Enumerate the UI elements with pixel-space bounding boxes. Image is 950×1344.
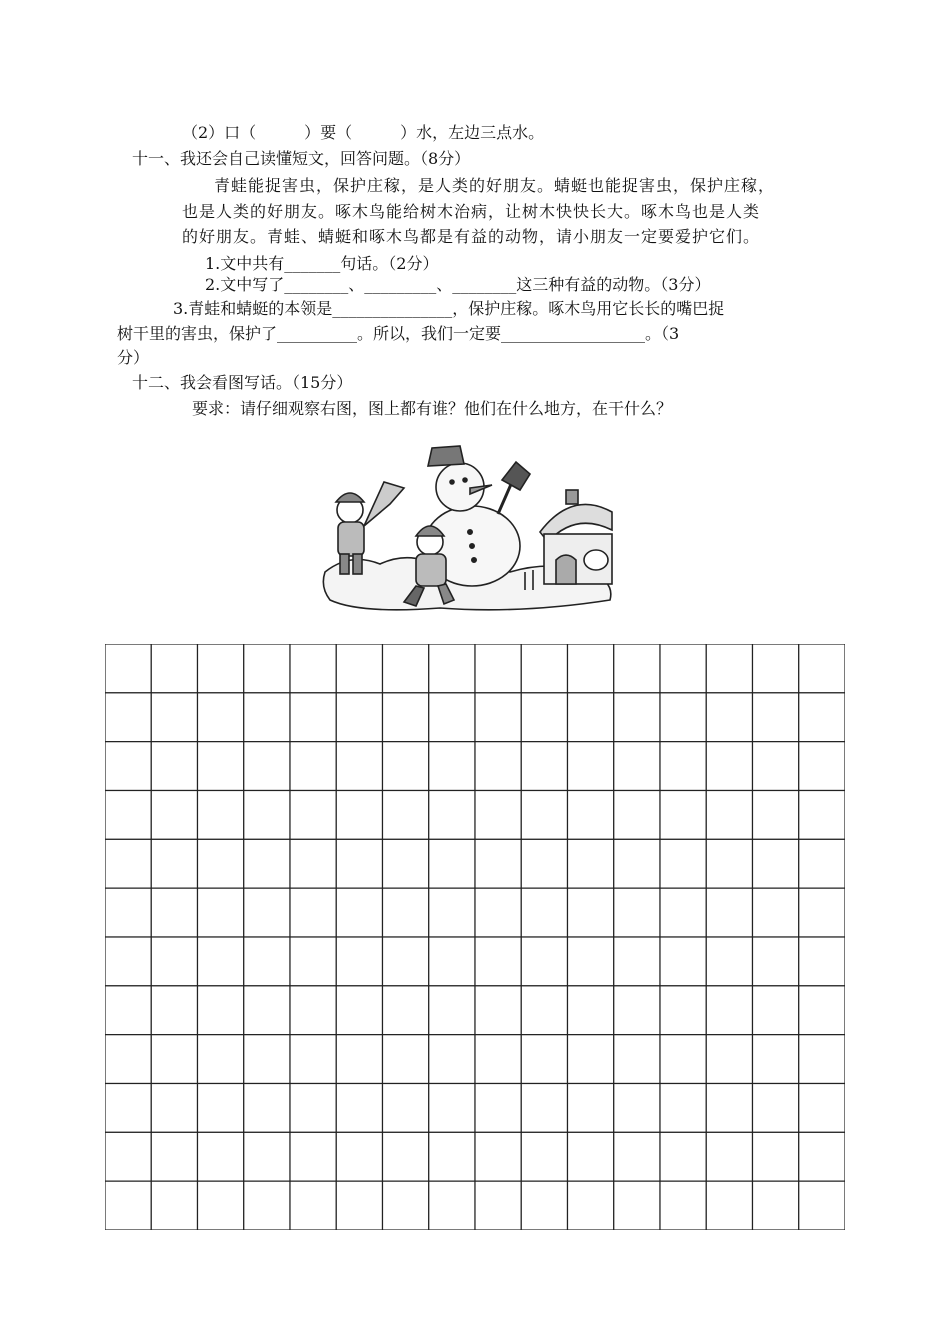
grid-cell[interactable] [151, 1084, 197, 1133]
grid-cell[interactable] [475, 791, 521, 840]
grid-cell[interactable] [383, 937, 429, 986]
grid-cell[interactable] [151, 839, 197, 888]
grid-cell[interactable] [568, 1084, 614, 1133]
grid-cell[interactable] [614, 888, 660, 937]
grid-cell[interactable] [706, 791, 752, 840]
grid-cell[interactable] [706, 693, 752, 742]
grid-cell[interactable] [290, 937, 336, 986]
grid-cell[interactable] [799, 1181, 845, 1230]
grid-cell[interactable] [753, 791, 799, 840]
grid-cell[interactable] [521, 742, 567, 791]
grid-cell[interactable] [614, 937, 660, 986]
grid-cell[interactable] [753, 937, 799, 986]
grid-cell[interactable] [706, 742, 752, 791]
grid-cell[interactable] [799, 1132, 845, 1181]
grid-cell[interactable] [290, 986, 336, 1035]
grid-cell[interactable] [614, 1181, 660, 1230]
grid-cell[interactable] [753, 839, 799, 888]
grid-cell[interactable] [475, 1035, 521, 1084]
grid-cell[interactable] [336, 986, 382, 1035]
snowman-scene-illustration [320, 442, 620, 617]
grid-cell[interactable] [799, 693, 845, 742]
grid-cell[interactable] [105, 1181, 151, 1230]
grid-cell[interactable] [753, 1132, 799, 1181]
grid-cell[interactable] [290, 839, 336, 888]
grid-cell[interactable] [290, 644, 336, 693]
grid-cell[interactable] [290, 693, 336, 742]
grid-cell[interactable] [614, 644, 660, 693]
grid-cell[interactable] [198, 644, 244, 693]
grid-cell[interactable] [475, 1084, 521, 1133]
passage-line-3: 的好朋友。青蛙、蜻蜓和啄木鸟都是有益的动物，请小朋友一定要爱护它们。 [182, 227, 761, 246]
grid-cell[interactable] [383, 888, 429, 937]
item-2-line: （2）口（ ）要（ ）水，左边三点水。 [182, 123, 545, 142]
snowman-hat [428, 446, 464, 466]
grid-cell[interactable] [753, 742, 799, 791]
grid-cell[interactable] [429, 791, 475, 840]
grid-cell[interactable] [336, 644, 382, 693]
grid-cell[interactable] [244, 937, 290, 986]
grid-cell[interactable] [614, 693, 660, 742]
grid-cell[interactable] [706, 644, 752, 693]
passage-line-1: 青蛙能捉害虫，保护庄稼，是人类的好朋友。蜻蜓也能捉害虫，保护庄稼， [214, 176, 776, 195]
question-2: 2.文中写了________、_________、________这三种有益的动物。（3分） [205, 275, 711, 294]
section-11-heading: 十一、我还会自己读懂短文，回答问题。（8分） [132, 149, 471, 168]
grid-cell[interactable] [429, 693, 475, 742]
grid-cell[interactable] [105, 791, 151, 840]
grid-cell[interactable] [198, 986, 244, 1035]
grid-cell[interactable] [198, 791, 244, 840]
grid-cell[interactable] [521, 937, 567, 986]
grid-cell[interactable] [198, 693, 244, 742]
grid-cell[interactable] [521, 791, 567, 840]
grid-cell[interactable] [521, 1132, 567, 1181]
grid-cell[interactable] [244, 693, 290, 742]
grid-cell[interactable] [244, 791, 290, 840]
grid-cell[interactable] [336, 1084, 382, 1133]
grid-cell[interactable] [105, 1132, 151, 1181]
grid-cell[interactable] [706, 888, 752, 937]
grid-cell[interactable] [706, 1181, 752, 1230]
grid-cell[interactable] [429, 1084, 475, 1133]
grid-cell[interactable] [244, 888, 290, 937]
child-left-body [338, 522, 364, 556]
question-3-line-3: 分） [117, 348, 150, 367]
grid-cell[interactable] [475, 693, 521, 742]
grid-cell[interactable] [475, 937, 521, 986]
grid-cell[interactable] [753, 986, 799, 1035]
grid-cell[interactable] [475, 1132, 521, 1181]
grid-cell[interactable] [198, 937, 244, 986]
grid-cell[interactable] [521, 986, 567, 1035]
grid-cell[interactable] [429, 1181, 475, 1230]
grid-cell[interactable] [521, 1084, 567, 1133]
house-door [556, 555, 576, 584]
grid-cell[interactable] [105, 986, 151, 1035]
grid-cell[interactable] [244, 1181, 290, 1230]
grid-cell[interactable] [706, 1035, 752, 1084]
grid-cell[interactable] [753, 1084, 799, 1133]
grid-cell[interactable] [429, 937, 475, 986]
grid-cell[interactable] [336, 693, 382, 742]
grid-cell[interactable] [614, 1132, 660, 1181]
grid-cell[interactable] [383, 986, 429, 1035]
grid-cell[interactable] [660, 644, 706, 693]
grid-cell[interactable] [151, 1035, 197, 1084]
grid-cell[interactable] [198, 1084, 244, 1133]
grid-cell[interactable] [568, 1181, 614, 1230]
grid-cell[interactable] [568, 937, 614, 986]
grid-cell[interactable] [151, 693, 197, 742]
grid-cell[interactable] [799, 791, 845, 840]
grid-cell[interactable] [198, 888, 244, 937]
grid-cell[interactable] [475, 742, 521, 791]
grid-cell[interactable] [383, 791, 429, 840]
grid-cell[interactable] [429, 644, 475, 693]
shovel-icon [502, 462, 530, 490]
grid-cell[interactable] [521, 839, 567, 888]
grid-cell[interactable] [244, 1084, 290, 1133]
grid-cell[interactable] [799, 839, 845, 888]
grid-cell[interactable] [660, 1132, 706, 1181]
grid-cell[interactable] [475, 1181, 521, 1230]
grid-cell[interactable] [799, 888, 845, 937]
grid-cell[interactable] [244, 1132, 290, 1181]
grid-cell[interactable] [568, 742, 614, 791]
grid-cell[interactable] [198, 1035, 244, 1084]
grid-cell[interactable] [151, 888, 197, 937]
grid-cell[interactable] [244, 742, 290, 791]
grid-cell[interactable] [429, 986, 475, 1035]
grid-cell[interactable] [336, 1181, 382, 1230]
question-3-line-1: 3.青蛙和蜻蜓的本领是_______________，保护庄稼。啄木鸟用它长长的嘴巴捉 [173, 299, 725, 318]
question-1: 1.文中共有_______句话。（2分） [205, 254, 439, 273]
grid-cell[interactable] [198, 1132, 244, 1181]
grid-cell[interactable] [706, 839, 752, 888]
grid-cell[interactable] [151, 742, 197, 791]
grid-cell[interactable] [151, 1132, 197, 1181]
grid-cell[interactable] [290, 1035, 336, 1084]
grid-cell[interactable] [753, 644, 799, 693]
grid-cell[interactable] [799, 986, 845, 1035]
grid-cell[interactable] [151, 986, 197, 1035]
grid-cell[interactable] [799, 1084, 845, 1133]
grid-cell[interactable] [336, 791, 382, 840]
grid-cell[interactable] [799, 937, 845, 986]
composition-writing-grid[interactable] [105, 644, 845, 1230]
grid-cell[interactable] [660, 888, 706, 937]
grid-cell[interactable] [475, 644, 521, 693]
grid-cell[interactable] [336, 839, 382, 888]
writing-requirement: 要求：请仔细观察右图，图上都有谁？他们在什么地方，在干什么？ [192, 399, 673, 418]
grid-cell[interactable] [198, 839, 244, 888]
grid-cell[interactable] [753, 1181, 799, 1230]
grid-cell[interactable] [198, 1181, 244, 1230]
grid-cell[interactable] [151, 937, 197, 986]
grid-cell[interactable] [105, 1035, 151, 1084]
grid-cell[interactable] [614, 791, 660, 840]
grid-cell[interactable] [706, 937, 752, 986]
grid-cell[interactable] [429, 888, 475, 937]
grid-cell[interactable] [660, 986, 706, 1035]
grid-cell[interactable] [614, 742, 660, 791]
question-3-line-2: 树干里的害虫，保护了__________。所以，我们一定要__________________。（3 [117, 324, 680, 343]
grid-cell[interactable] [383, 1035, 429, 1084]
grid-cell[interactable] [660, 791, 706, 840]
grid-cell[interactable] [105, 839, 151, 888]
grid-cell[interactable] [521, 644, 567, 693]
grid-cell[interactable] [151, 1181, 197, 1230]
grid-cell[interactable] [521, 1035, 567, 1084]
grid-cell[interactable] [383, 742, 429, 791]
grid-cell[interactable] [290, 1084, 336, 1133]
grid-cell[interactable] [151, 644, 197, 693]
grid-cell[interactable] [336, 937, 382, 986]
grid-cell[interactable] [521, 693, 567, 742]
grid-cell[interactable] [753, 693, 799, 742]
grid-cell[interactable] [429, 1132, 475, 1181]
grid-cell[interactable] [614, 986, 660, 1035]
grid-cell[interactable] [753, 1035, 799, 1084]
grid-cell[interactable] [151, 791, 197, 840]
grid-cell[interactable] [429, 1035, 475, 1084]
grid-cell[interactable] [475, 888, 521, 937]
grid-cell[interactable] [429, 839, 475, 888]
grid-cell[interactable] [799, 742, 845, 791]
grid-cell[interactable] [660, 693, 706, 742]
grid-cell[interactable] [244, 644, 290, 693]
section-12-heading: 十二、我会看图写话。（15分） [132, 373, 353, 392]
grid-cell[interactable] [753, 888, 799, 937]
grid-cell[interactable] [706, 1132, 752, 1181]
grid-cell[interactable] [105, 693, 151, 742]
passage-line-2: 也是人类的好朋友。啄木鸟能给树木治病，让树木快快长大。啄木鸟也是人类 [182, 202, 761, 221]
grid-cell[interactable] [105, 888, 151, 937]
grid-cell[interactable] [799, 644, 845, 693]
grid-cell[interactable] [614, 839, 660, 888]
grid-cell[interactable] [244, 839, 290, 888]
grid-cell[interactable] [521, 888, 567, 937]
grid-cell[interactable] [660, 742, 706, 791]
grid-cell[interactable] [105, 1084, 151, 1133]
grid-cell[interactable] [383, 1084, 429, 1133]
grid-cell[interactable] [336, 742, 382, 791]
grid-cell[interactable] [799, 1035, 845, 1084]
grid-cell[interactable] [660, 839, 706, 888]
grid-cell[interactable] [568, 791, 614, 840]
broom-icon [364, 482, 404, 526]
grid-cell[interactable] [336, 888, 382, 937]
grid-cell[interactable] [475, 986, 521, 1035]
grid-cell[interactable] [568, 888, 614, 937]
grid-cell[interactable] [105, 742, 151, 791]
grid-cell[interactable] [429, 742, 475, 791]
grid-cell[interactable] [660, 1181, 706, 1230]
grid-cell[interactable] [383, 1132, 429, 1181]
grid-cell[interactable] [336, 1132, 382, 1181]
grid-cell[interactable] [660, 1035, 706, 1084]
grid-cell[interactable] [614, 1035, 660, 1084]
grid-cell[interactable] [660, 937, 706, 986]
grid-cell[interactable] [105, 937, 151, 986]
grid-cell[interactable] [568, 1132, 614, 1181]
grid-cell[interactable] [244, 1035, 290, 1084]
grid-cell[interactable] [568, 986, 614, 1035]
grid-cell[interactable] [336, 1035, 382, 1084]
grid-cell[interactable] [198, 742, 244, 791]
grid-cell[interactable] [521, 1181, 567, 1230]
child-center-body [416, 554, 446, 586]
grid-cell[interactable] [290, 791, 336, 840]
grid-cell[interactable] [290, 742, 336, 791]
grid-cell[interactable] [568, 644, 614, 693]
grid-cell[interactable] [383, 1181, 429, 1230]
grid-cell[interactable] [290, 888, 336, 937]
grid-cell[interactable] [475, 839, 521, 888]
grid-cell[interactable] [568, 1035, 614, 1084]
grid-cell[interactable] [290, 1132, 336, 1181]
grid-cell[interactable] [290, 1181, 336, 1230]
grid-cell[interactable] [383, 693, 429, 742]
grid-cell[interactable] [614, 1084, 660, 1133]
grid-cell[interactable] [706, 1084, 752, 1133]
grid-cell[interactable] [383, 839, 429, 888]
grid-cell[interactable] [660, 1084, 706, 1133]
grid-cell[interactable] [568, 693, 614, 742]
grid-cell[interactable] [706, 986, 752, 1035]
grid-cell[interactable] [244, 986, 290, 1035]
grid-cell[interactable] [105, 644, 151, 693]
grid-cell[interactable] [383, 644, 429, 693]
grid-cell[interactable] [568, 839, 614, 888]
